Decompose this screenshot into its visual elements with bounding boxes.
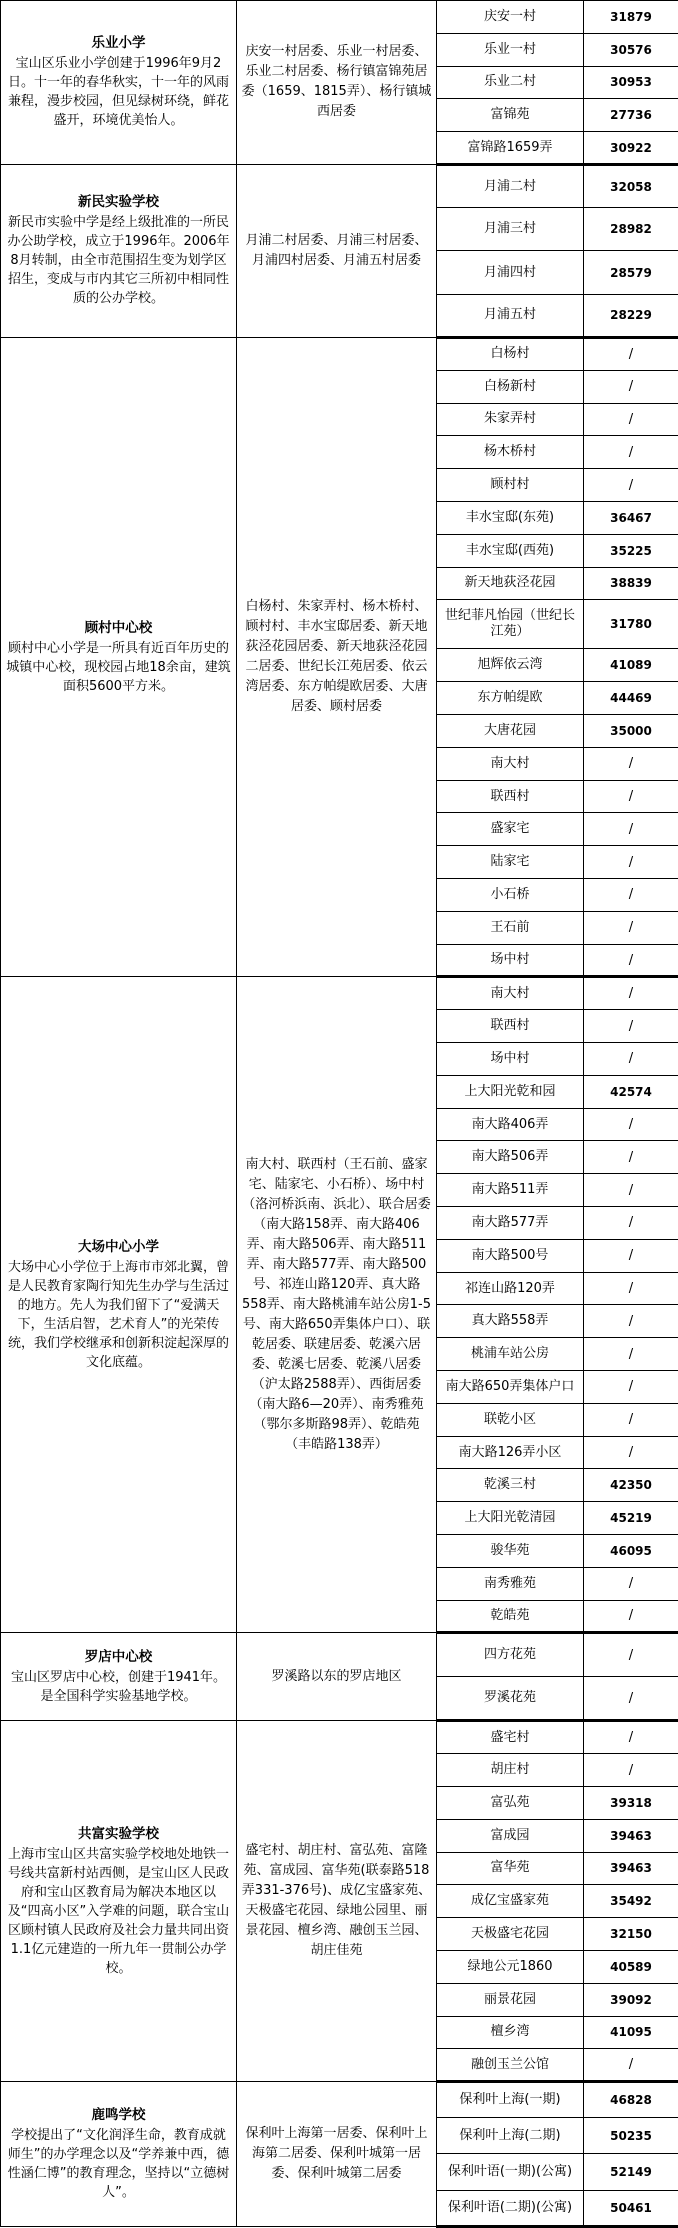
- community-name: 四方花苑: [437, 1633, 584, 1677]
- price-value: /: [584, 1721, 678, 1754]
- community-name: 胡庄村: [437, 1754, 584, 1787]
- community-name: 乐业一村: [437, 33, 584, 66]
- price-value: 52149: [584, 2154, 678, 2190]
- community-name: 乾皓苑: [437, 1600, 584, 1633]
- school-name: 共富实验学校: [78, 1825, 159, 1842]
- school-description: 上海市宝山区共富实验学校地处地铁一号线共富新村站西侧，是宝山区人民政府和宝山区教育局为解决本地区以及“四高小区”入学难的问题，联合宝山区顾村镇人民政府及社会力量共同出资1.1亿元建造的一所九年一贯制公办学校。: [7, 1846, 230, 1976]
- price-value: 50235: [584, 2118, 678, 2154]
- table-body: [1, 1, 678, 2227]
- price-value: /: [584, 370, 678, 403]
- price-value: 42350: [584, 1469, 678, 1502]
- price-value: /: [584, 1043, 678, 1076]
- table-row: [1, 337, 678, 370]
- community-name: 南秀雅苑: [437, 1567, 584, 1600]
- price-value: /: [584, 1305, 678, 1338]
- school-cell: [1, 164, 237, 337]
- price-value: /: [584, 1436, 678, 1469]
- community-name: 丰水宝邸(西苑): [437, 534, 584, 567]
- community-name: 融创玉兰公馆: [437, 2049, 584, 2082]
- community-name: 新天地荻泾花园: [437, 567, 584, 600]
- price-value: /: [584, 337, 678, 370]
- community-name: 南大路511弄: [437, 1174, 584, 1207]
- price-value: /: [584, 436, 678, 469]
- price-value: 31780: [584, 600, 678, 649]
- community-name: 桃浦车站公房: [437, 1338, 584, 1371]
- community-name: 南大村: [437, 747, 584, 780]
- price-value: 36467: [584, 501, 678, 534]
- community-name: 场中村: [437, 1043, 584, 1076]
- price-value: /: [584, 780, 678, 813]
- price-value: /: [584, 403, 678, 436]
- community-name: 王石前: [437, 911, 584, 944]
- price-value: /: [584, 2049, 678, 2082]
- price-value: /: [584, 944, 678, 977]
- price-value: 35492: [584, 1885, 678, 1918]
- school-name: 罗店中心校: [84, 1648, 153, 1665]
- price-value: 41095: [584, 2016, 678, 2049]
- price-value: /: [584, 1174, 678, 1207]
- price-value: 40589: [584, 1950, 678, 1983]
- price-value: /: [584, 469, 678, 502]
- community-name: 联西村: [437, 1010, 584, 1043]
- community-name: 南大路406弄: [437, 1108, 584, 1141]
- price-value: /: [584, 813, 678, 846]
- school-description: 顾村中心小学是一所具有近百年历史的城镇中心校，现校园占地18余亩，建筑面积5600平方米。: [6, 640, 231, 694]
- community-name: 南大村: [437, 977, 584, 1010]
- community-name: 东方帕缇欧: [437, 682, 584, 715]
- community-name: 大唐花园: [437, 715, 584, 748]
- price-value: 46095: [584, 1535, 678, 1568]
- community-name: 绿地公元1860: [437, 1950, 584, 1983]
- school-name: 顾村中心校: [84, 619, 153, 636]
- price-value: 41089: [584, 649, 678, 682]
- table-row: [1, 1, 678, 34]
- community-name: 盛宅村: [437, 1721, 584, 1754]
- district-area: 罗溪路以东的罗店地区: [237, 1633, 437, 1721]
- school-description: 大场中心小学位于上海市市郊北翼，曾是人民教育家陶行知先生办学与生活过的地方。先人为我们留下了“爱满天下，生活启智，艺术育人”的光荣传统，我们学校继承和创新积淀起深厚的文化底蕴。: [7, 1259, 229, 1370]
- community-name: 丽景花园: [437, 1983, 584, 2016]
- price-value: 45219: [584, 1502, 678, 1535]
- community-name: 联乾小区: [437, 1403, 584, 1436]
- price-value: 32058: [584, 164, 678, 207]
- price-value: /: [584, 846, 678, 879]
- community-name: 联西村: [437, 780, 584, 813]
- table-row: [1, 164, 678, 207]
- community-name: 富华苑: [437, 1852, 584, 1885]
- school-cell: [1, 1, 237, 165]
- school-description: 新民市实验中学是经上级批准的一所民办公助学校，成立于1996年。2006年8月转制，由全市范围招生变为划学区招生，变成与市内其它三所初中相同性质的公办学校。: [7, 215, 230, 307]
- community-name: 檀乡湾: [437, 2016, 584, 2049]
- school-name: 大场中心小学: [78, 1238, 159, 1255]
- price-value: /: [584, 1239, 678, 1272]
- school-description: 学校提出了“文化润泽生命，教育成就师生”的办学理念以及“学养兼中西，德性涵仁博”的教育理念，坚持以“立德树人”。: [7, 2128, 230, 2201]
- school-description: 宝山区罗店中心校，创建于1941年。是全国科学实验基地学校。: [10, 1669, 227, 1704]
- price-value: 31879: [584, 1, 678, 34]
- community-name: 保利叶语(二期)(公寓): [437, 2190, 584, 2226]
- community-name: 乾溪三村: [437, 1469, 584, 1502]
- price-value: 39318: [584, 1786, 678, 1819]
- price-value: /: [584, 1371, 678, 1404]
- community-name: 世纪菲凡怡园（世纪长江苑）: [437, 600, 584, 649]
- community-name: 丰水宝邸(东苑): [437, 501, 584, 534]
- price-value: 39463: [584, 1819, 678, 1852]
- school-name: 新民实验学校: [78, 194, 159, 211]
- price-value: /: [584, 1010, 678, 1043]
- school-cell: [1, 337, 237, 977]
- community-name: 盛家宅: [437, 813, 584, 846]
- price-value: 44469: [584, 682, 678, 715]
- district-area: 保利叶上海第一居委、保利叶上海第二居委、保利叶城第一居委、保利叶城第二居委: [237, 2082, 437, 2227]
- community-name: 保利叶语(一期)(公寓): [437, 2154, 584, 2190]
- community-name: 祁连山路120弄: [437, 1272, 584, 1305]
- community-name: 顾村村: [437, 469, 584, 502]
- school-cell: [1, 1633, 237, 1721]
- price-value: 50461: [584, 2190, 678, 2226]
- community-name: 真大路558弄: [437, 1305, 584, 1338]
- community-name: 朱家弄村: [437, 403, 584, 436]
- school-description: 宝山区乐业小学创建于1996年9月2日。十一年的春华秋实，十一年的风雨兼程，漫步校园，但见绿树环绕，鲜花盛开，环境优美怡人。: [7, 56, 229, 129]
- price-value: /: [584, 1677, 678, 1721]
- community-name: 月浦二村: [437, 164, 584, 207]
- price-value: /: [584, 1108, 678, 1141]
- community-name: 月浦三村: [437, 208, 584, 251]
- community-name: 富成园: [437, 1819, 584, 1852]
- school-name: 乐业小学: [91, 35, 146, 52]
- district-area: 白杨村、朱家弄村、杨木桥村、顾村村、丰水宝邸居委、新天地荻泾花园居委、新天地荻泾花园二居委、世纪长江苑居委、依云湾居委、东方帕缇欧居委、大唐居委、顾村居委: [237, 337, 437, 977]
- community-name: 月浦四村: [437, 251, 584, 294]
- community-name: 白杨新村: [437, 370, 584, 403]
- school-cell: [1, 977, 237, 1633]
- district-area: 盛宅村、胡庄村、富弘苑、富隆苑、富成园、富华苑(联泰路518弄331-376号)、成亿宝盛家苑、天极盛宅花园、绿地公园里、丽景花园、檀乡湾、融创玉兰园、胡庄佳苑: [237, 1721, 437, 2082]
- price-value: 38839: [584, 567, 678, 600]
- price-value: /: [584, 1600, 678, 1633]
- community-name: 南大路650弄集体户口: [437, 1371, 584, 1404]
- table-row: [1, 2082, 678, 2118]
- table-row: [1, 1633, 678, 1677]
- school-cell: [1, 1721, 237, 2082]
- price-value: 30922: [584, 132, 678, 165]
- community-name: 保利叶上海(一期): [437, 2082, 584, 2118]
- community-name: 白杨村: [437, 337, 584, 370]
- district-area: 庆安一村居委、乐业一村居委、乐业二村居委、杨行镇富锦苑居委（1659、1815弄）、杨行镇城西居委: [237, 1, 437, 165]
- community-name: 富锦苑: [437, 99, 584, 132]
- price-value: /: [584, 1272, 678, 1305]
- price-value: 27736: [584, 99, 678, 132]
- price-value: 46828: [584, 2082, 678, 2118]
- community-name: 场中村: [437, 944, 584, 977]
- table-row: [1, 1721, 678, 1754]
- community-name: 南大路577弄: [437, 1207, 584, 1240]
- community-name: 保利叶上海(二期): [437, 2118, 584, 2154]
- price-value: /: [584, 1141, 678, 1174]
- community-name: 天极盛宅花园: [437, 1918, 584, 1951]
- price-value: 39092: [584, 1983, 678, 2016]
- price-value: 39463: [584, 1852, 678, 1885]
- price-value: /: [584, 1207, 678, 1240]
- price-value: /: [584, 1338, 678, 1371]
- community-name: 小石桥: [437, 879, 584, 912]
- community-name: 富弘苑: [437, 1786, 584, 1819]
- price-value: 28579: [584, 251, 678, 294]
- price-value: /: [584, 1567, 678, 1600]
- price-value: 42574: [584, 1075, 678, 1108]
- price-value: 30576: [584, 33, 678, 66]
- price-value: 35225: [584, 534, 678, 567]
- price-value: 28229: [584, 294, 678, 337]
- district-area: 月浦二村居委、月浦三村居委、月浦四村居委、月浦五村居委: [237, 164, 437, 337]
- community-name: 上大阳光乾清园: [437, 1502, 584, 1535]
- price-value: 35000: [584, 715, 678, 748]
- price-value: 28982: [584, 208, 678, 251]
- price-value: /: [584, 977, 678, 1010]
- school-cell: [1, 2082, 237, 2227]
- price-value: /: [584, 1403, 678, 1436]
- price-value: /: [584, 1754, 678, 1787]
- community-name: 罗溪花苑: [437, 1677, 584, 1721]
- price-value: /: [584, 879, 678, 912]
- price-value: /: [584, 911, 678, 944]
- community-name: 骏华苑: [437, 1535, 584, 1568]
- community-name: 陆家宅: [437, 846, 584, 879]
- community-name: 庆安一村: [437, 1, 584, 34]
- community-name: 乐业二村: [437, 66, 584, 99]
- price-value: /: [584, 747, 678, 780]
- community-name: 南大路506弄: [437, 1141, 584, 1174]
- community-name: 富锦路1659弄: [437, 132, 584, 165]
- district-area: 南大村、联西村（王石前、盛家宅、陆家宅、小石桥）、场中村（洛河桥浜南、浜北）、联合居委（南大路158弄、南大路406弄、南大路506弄、南大路511弄、南大路577弄、南大路500号、祁连山路120弄、真大路558弄、南大路桃浦车站公房1-5号、南大路650弄集体户口）、联乾居委、联建居委、乾溪六居委、乾溪七居委、乾溪八居委（沪太路2588弄）、西街居委（南大路6—20弄）、南秀雅苑（鄂尔多斯路98弄）、乾皓苑（丰皓路138弄）: [237, 977, 437, 1633]
- price-value: 30953: [584, 66, 678, 99]
- community-name: 杨木桥村: [437, 436, 584, 469]
- price-value: /: [584, 1633, 678, 1677]
- community-name: 上大阳光乾和园: [437, 1075, 584, 1108]
- community-name: 旭辉依云湾: [437, 649, 584, 682]
- school-name: 鹿鸣学校: [91, 2107, 146, 2124]
- community-name: 成亿宝盛家苑: [437, 1885, 584, 1918]
- community-name: 南大路126弄小区: [437, 1436, 584, 1469]
- price-value: 32150: [584, 1918, 678, 1951]
- table-row: [1, 977, 678, 1010]
- community-name: 南大路500号: [437, 1239, 584, 1272]
- community-name: 月浦五村: [437, 294, 584, 337]
